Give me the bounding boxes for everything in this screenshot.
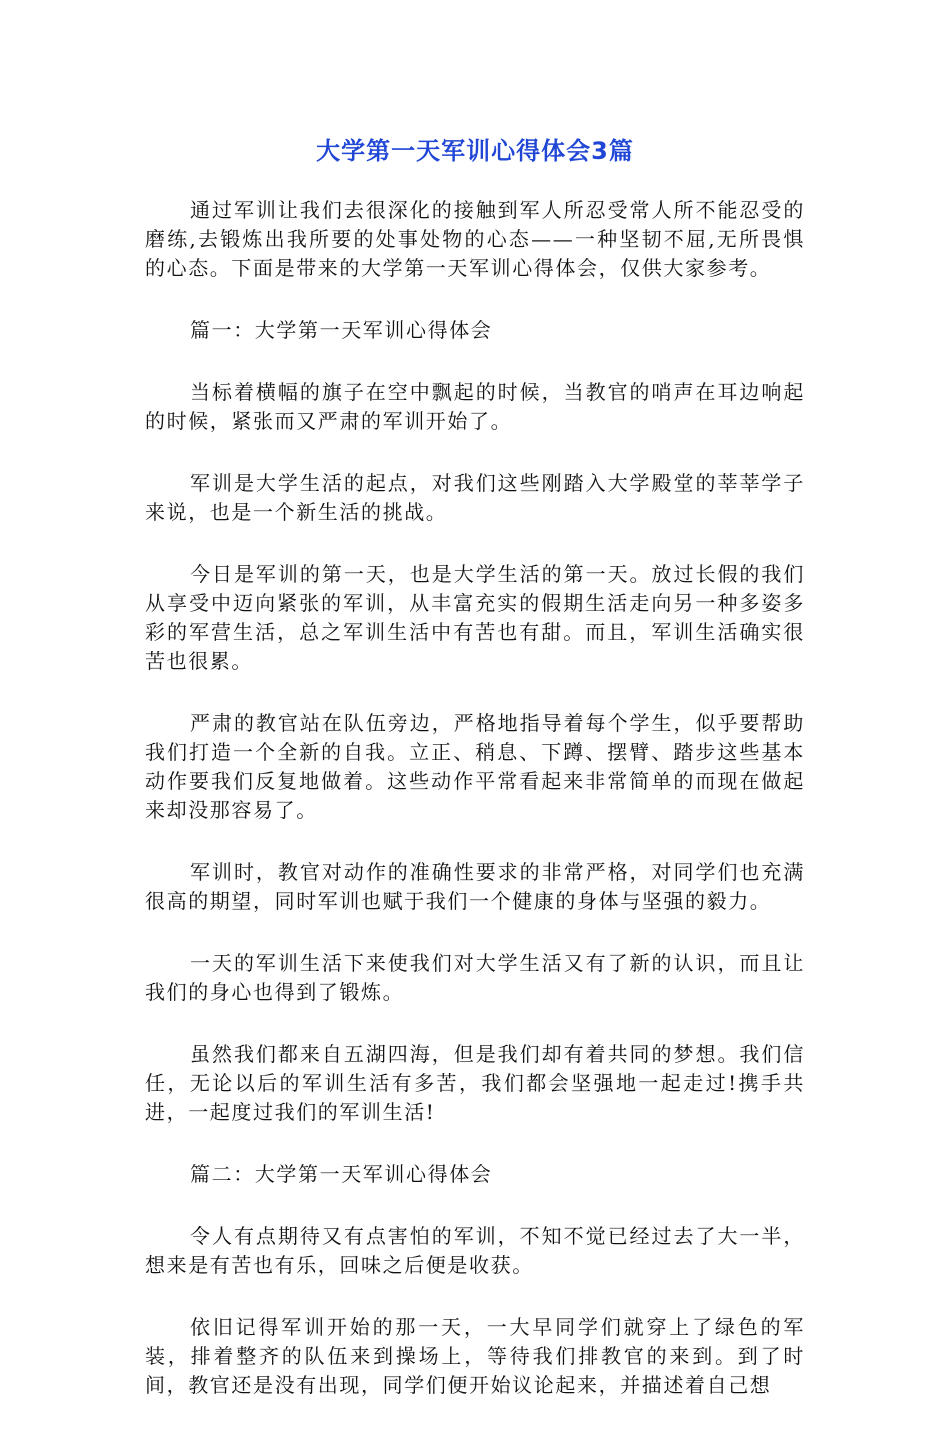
body-paragraph: 虽然我们都来自五湖四海，但是我们却有着共同的梦想。我们信任，无论以后的军训生活有多苦，我们都会坚强地一起走过!携手共进，一起度过我们的军训生活!	[145, 1042, 805, 1124]
document-body	[145, 196, 805, 1433]
body-paragraph: 今日是军训的第一天，也是大学生活的第一天。放过长假的我们从享受中迈向紧张的军训，从丰富充实的假期生活走向另一种多姿多彩的军营生活，总之军训生活中有苦也有甜。而且，军训生活确实很苦也很累。	[145, 562, 805, 673]
section-heading-2: 篇二：大学第一天军训心得体会	[190, 1162, 493, 1186]
section-heading-1: 篇一：大学第一天军训心得体会	[190, 318, 493, 342]
document-title: 大学第一天军训心得体会3篇	[316, 137, 634, 165]
intro-paragraph: 通过军训让我们去很深化的接触到军人所忍受常人所不能忍受的磨练,去锻炼出我所要的处事处物的心态——一种坚韧不屈,无所畏惧的心态。下面是带来的大学第一天军训心得体会，仅供大家参考。	[145, 198, 805, 280]
body-paragraph: 军训时，教官对动作的准确性要求的非常严格，对同学们也充满很高的期望，同时军训也赋于我们一个健康的身体与坚强的毅力。	[145, 860, 805, 913]
body-paragraph: 依旧记得军训开始的那一天，一大早同学们就穿上了绿色的军装，排着整齐的队伍来到操场上，等待我们排教官的来到。到了时间，教官还是没有出现，同学们便开始议论起来，并描述着自己想	[145, 1315, 805, 1397]
body-paragraph: 严肃的教官站在队伍旁边，严格地指导着每个学生，似乎要帮助我们打造一个全新的自我。立正、稍息、下蹲、摆臂、踏步这些基本动作要我们反复地做着。这些动作平常看起来非常简单的而现在做起来却没那容易了。	[145, 711, 805, 822]
body-paragraph: 令人有点期待又有点害怕的军训，不知不觉已经过去了大一半，想来是有苦也有乐，回味之后便是收获。	[145, 1224, 805, 1277]
body-paragraph: 军训是大学生活的起点，对我们这些刚踏入大学殿堂的莘莘学子来说，也是一个新生活的挑战。	[145, 471, 805, 524]
body-paragraph: 一天的军训生活下来使我们对大学生活又有了新的认识，而且让我们的身心也得到了锻炼。	[145, 951, 805, 1004]
body-paragraph: 当标着横幅的旗子在空中飘起的时候，当教官的哨声在耳边响起的时候，紧张而又严肃的军训开始了。	[145, 380, 805, 433]
